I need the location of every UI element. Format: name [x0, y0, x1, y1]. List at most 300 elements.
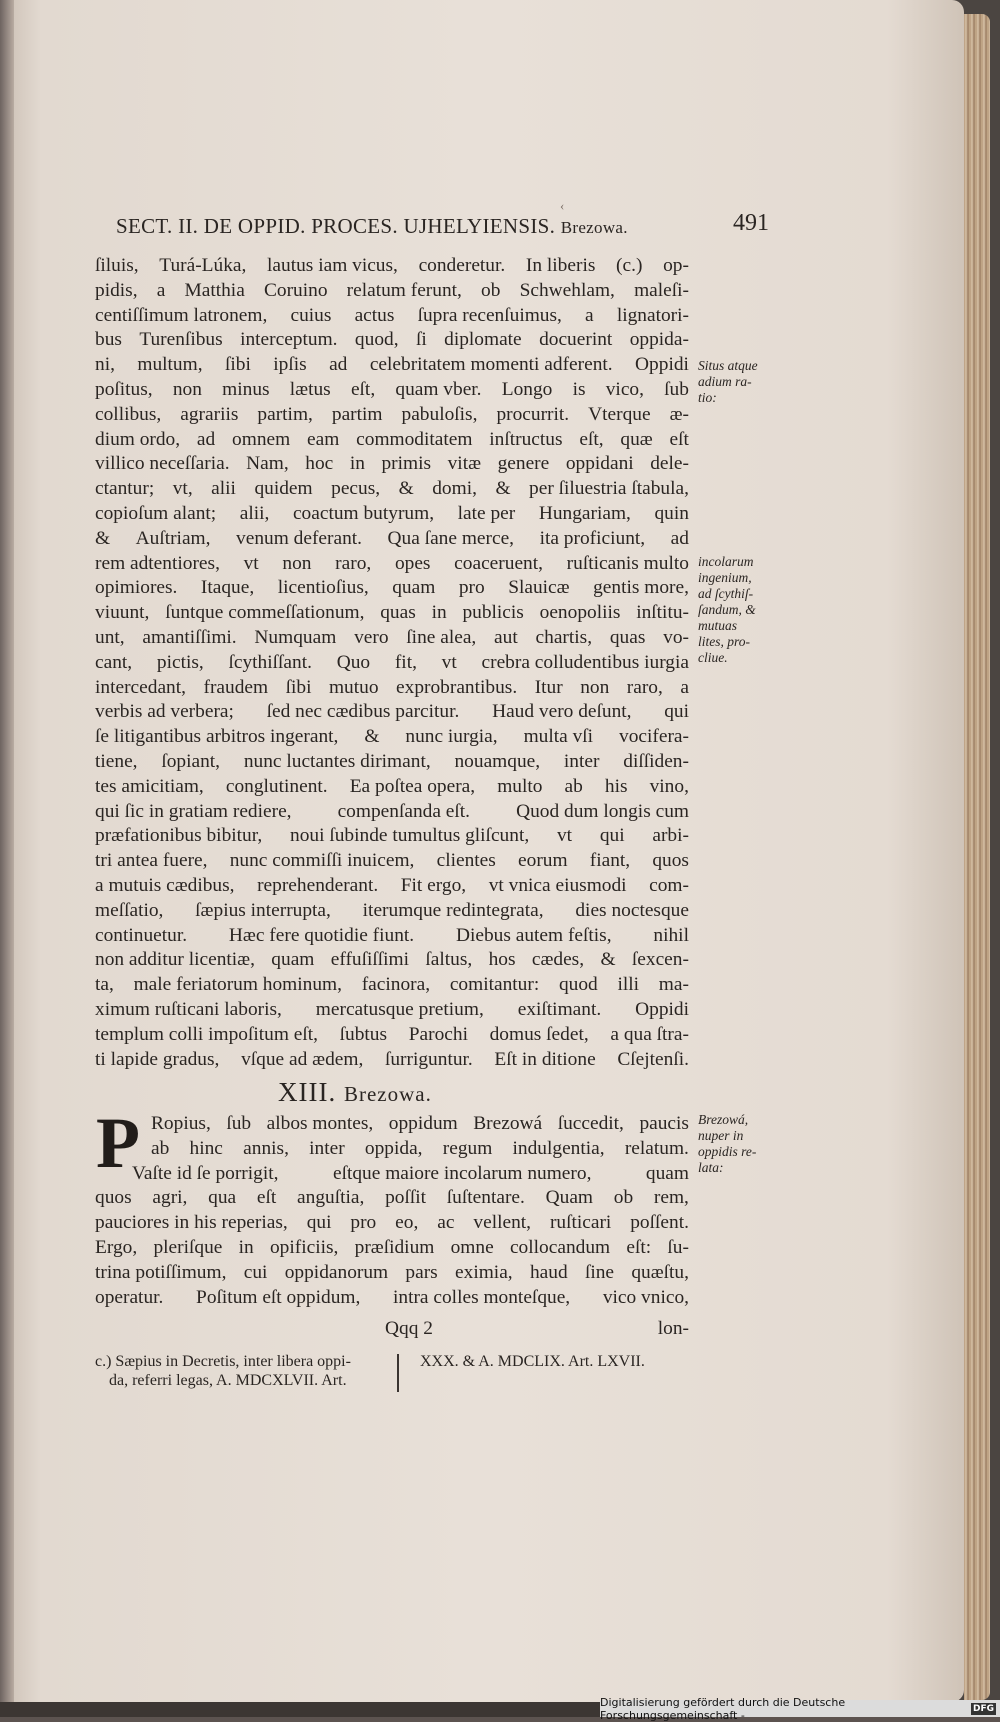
- word: poſitus,: [95, 378, 153, 400]
- word: vico vnico,: [602, 1286, 689, 1308]
- word: Vaſte id ſe porrigit,: [132, 1162, 279, 1184]
- text-line: [95, 378, 689, 403]
- text-line: [95, 304, 689, 329]
- word: quam vber.: [395, 378, 482, 400]
- word: compenſanda eſt.: [337, 800, 471, 822]
- margin-note-line: adium ra-: [698, 374, 752, 389]
- word: Ea poſtea opera,: [349, 775, 476, 797]
- word: maleſi-: [634, 279, 689, 301]
- word: late per: [457, 502, 516, 524]
- word: coaceruent,: [454, 552, 543, 574]
- word: agrariis: [180, 403, 239, 425]
- word: regum: [442, 1137, 493, 1159]
- text-line: [95, 1112, 689, 1137]
- word: in: [431, 602, 447, 624]
- word: (c.): [616, 255, 643, 276]
- scan-bottom-strip: [0, 1702, 600, 1717]
- drop-cap: P: [96, 1103, 140, 1183]
- word: quas: [609, 626, 646, 648]
- text-line: [95, 775, 689, 800]
- word: ob: [481, 279, 501, 301]
- word: Longo: [501, 378, 553, 400]
- word: ſcythiſſant.: [228, 651, 312, 673]
- word: cant,: [95, 651, 133, 673]
- word: intra colles monteſque,: [393, 1286, 571, 1308]
- word: conglutinent.: [225, 775, 328, 797]
- section-title: [278, 1077, 432, 1108]
- word: oppida,: [364, 1137, 423, 1159]
- margin-note-line: tio:: [698, 390, 717, 405]
- text-line: [95, 948, 689, 973]
- word: docuerint: [539, 329, 613, 351]
- word: verbis ad verbera;: [95, 701, 234, 723]
- word: meſſatio,: [95, 899, 164, 921]
- word: lautus iam vicus,: [267, 255, 398, 276]
- word: trina potiſſimum,: [95, 1261, 227, 1283]
- text-line: [95, 1261, 689, 1286]
- word: nunc iurgia,: [405, 726, 498, 748]
- page-gutter: [0, 0, 14, 1702]
- text-line: [95, 527, 689, 552]
- word: his: [604, 775, 628, 797]
- word: ſe litigantibus arbitros ingerant,: [95, 726, 339, 748]
- word: Qua ſane merce,: [387, 527, 515, 549]
- word: dies noctesque: [575, 899, 689, 921]
- word: oenopoliis: [539, 602, 621, 624]
- word: Matthia: [184, 279, 245, 301]
- word: ſurriguntur.: [384, 1048, 473, 1070]
- word: inter: [309, 1137, 345, 1159]
- word: templum colli impoſitum eſt,: [95, 1023, 318, 1045]
- word: Auſtriam,: [135, 527, 211, 549]
- word: licentioſius,: [277, 577, 369, 599]
- word: oppida-: [629, 329, 689, 351]
- word: Oppidi: [635, 354, 689, 376]
- word: quod: [558, 974, 598, 996]
- word: pleriſque: [153, 1236, 223, 1258]
- word: ſexcen-: [631, 949, 689, 971]
- word: domi,: [432, 478, 477, 500]
- word: eorum: [518, 850, 568, 872]
- word: &: [600, 949, 616, 971]
- word: Hungariam,: [538, 502, 631, 524]
- word: Cſejtenſi.: [617, 1048, 689, 1070]
- word: ſuccedit,: [557, 1113, 624, 1134]
- footnote-divider: [397, 1354, 399, 1392]
- word: æ-: [669, 403, 689, 425]
- word: eſt,: [579, 428, 604, 450]
- word: comitantur:: [449, 974, 540, 996]
- word: ab: [151, 1137, 170, 1159]
- word: Slauicæ: [508, 577, 570, 599]
- text-line: [95, 700, 689, 725]
- margin-note-line: oppidis re-: [698, 1144, 757, 1159]
- word: genere: [497, 453, 550, 475]
- word: pidis,: [95, 279, 138, 301]
- word: collibus,: [95, 403, 162, 425]
- word: ita proficiunt,: [539, 527, 646, 549]
- word: crebra colludentibus iurgia: [481, 651, 689, 673]
- footnote-line: da, referri legas, A. MDCXLVII. Art.: [109, 1372, 347, 1389]
- word: iterumque redintegrata,: [362, 899, 544, 921]
- word: omnem: [232, 428, 291, 450]
- word: ſu-: [667, 1236, 689, 1258]
- word: lignatori-: [616, 304, 689, 326]
- word: qui: [664, 701, 689, 723]
- text-line: [95, 924, 689, 949]
- word: nihil: [653, 924, 689, 946]
- text-line: [95, 403, 689, 428]
- word: non additur licentiæ,: [95, 949, 255, 971]
- word: &: [398, 478, 414, 500]
- text-line: [95, 1048, 689, 1073]
- word: Quod dum longis cum: [516, 800, 689, 822]
- word: &: [95, 527, 111, 549]
- word: &: [495, 478, 511, 500]
- word: domus ſedet,: [489, 1023, 589, 1045]
- word: ob: [613, 1187, 634, 1209]
- word: ſine alea,: [406, 626, 477, 648]
- word: nunc commiſſi inuicem,: [229, 850, 415, 872]
- text-line: [95, 1023, 689, 1048]
- word: actus: [354, 304, 395, 326]
- word: celebritatem momenti adferent.: [369, 354, 613, 376]
- text-line: [95, 849, 689, 874]
- word: opificiis,: [269, 1236, 339, 1258]
- word: Coruino: [263, 279, 328, 301]
- word: Poſitum eſt oppidum,: [196, 1286, 361, 1308]
- margin-note-line: nuper in: [698, 1128, 744, 1143]
- word: Nam,: [246, 453, 289, 475]
- word: eximia,: [455, 1261, 513, 1283]
- word: diplomate: [444, 329, 522, 351]
- word: illi: [617, 974, 640, 996]
- text-line: [95, 899, 689, 924]
- word: publicis: [462, 602, 524, 624]
- word: amantiſſimi.: [142, 626, 237, 648]
- word: a: [585, 304, 594, 326]
- word: non: [580, 676, 610, 698]
- text-line: [95, 973, 689, 998]
- word: bus: [95, 329, 122, 351]
- word: gentis more,: [593, 577, 689, 599]
- text-line: [95, 1162, 689, 1187]
- word: ac: [437, 1212, 455, 1234]
- word: exprobrantibus.: [396, 676, 518, 698]
- word: fiant,: [589, 850, 631, 872]
- word: anguſtia,: [297, 1187, 365, 1209]
- word: inſtructus: [489, 428, 563, 450]
- word: eſt,: [350, 378, 376, 400]
- catchword: lon-: [657, 1318, 689, 1339]
- word: Hæc fere quotidie fiunt.: [228, 924, 415, 946]
- word: alii,: [239, 502, 270, 524]
- word: ipſis: [273, 354, 307, 376]
- word: tri antea fuere,: [95, 850, 208, 872]
- word: facinora,: [361, 974, 431, 996]
- page-number: 491: [733, 210, 769, 236]
- word: Ropius,: [151, 1113, 211, 1134]
- footnote-left-column: [95, 1352, 390, 1390]
- word: rem adtentiores,: [95, 552, 220, 574]
- word: ſibi: [224, 354, 251, 376]
- word: ſuſtentare.: [446, 1187, 525, 1209]
- signature-mark: Qqq 2: [385, 1318, 433, 1339]
- word: multum,: [137, 354, 203, 376]
- word: exiſtimant.: [517, 998, 602, 1020]
- word: hinc: [189, 1137, 223, 1159]
- text-line: [95, 279, 689, 304]
- word: Diebus autem feſtis,: [455, 924, 612, 946]
- word: pictis,: [156, 651, 204, 673]
- word: copioſum alant;: [95, 502, 217, 524]
- word: vt,: [172, 478, 193, 500]
- word: relatum.: [624, 1137, 689, 1159]
- margin-note-line: incolarum: [698, 554, 754, 569]
- word: procurrit.: [496, 403, 570, 425]
- word: In liberis: [525, 255, 596, 276]
- word: partim,: [257, 403, 313, 425]
- word: inter: [563, 750, 600, 772]
- word: omne: [450, 1236, 494, 1258]
- word: ab: [564, 775, 583, 797]
- word: villico neceſſaria.: [95, 453, 230, 475]
- text-line: [95, 874, 689, 899]
- word: rem,: [653, 1187, 689, 1209]
- word: vo-: [663, 626, 689, 648]
- text-line: [95, 1137, 689, 1162]
- margin-note-line: ſandum, &: [698, 602, 756, 617]
- word: ti lapide gradus,: [95, 1048, 220, 1070]
- margin-note-brezowa: [698, 1112, 778, 1176]
- word: quod,: [354, 329, 399, 351]
- word: mercatusque pretium,: [315, 998, 484, 1020]
- word: cuius: [290, 304, 332, 326]
- word: Quo: [336, 651, 371, 673]
- word: ſaltus,: [425, 949, 473, 971]
- word: vt: [243, 552, 259, 574]
- word: Vterque: [588, 403, 651, 425]
- word: poſſent.: [630, 1212, 689, 1234]
- text-line: [95, 1186, 689, 1211]
- word: centiſſimum latronem,: [95, 304, 268, 326]
- word: inſtitu-: [636, 602, 689, 624]
- word: ad: [196, 428, 216, 450]
- word: quæ: [620, 428, 653, 450]
- word: alii: [211, 478, 236, 500]
- word: vino,: [649, 775, 689, 797]
- word: multo: [497, 775, 543, 797]
- text-line: [95, 998, 689, 1023]
- word: a: [680, 676, 689, 698]
- word: clientes: [436, 850, 496, 872]
- footnote-line: XXX. & A. MDCLIX. Art. LXVII.: [420, 1353, 645, 1370]
- word: ruſticanis multo: [566, 552, 689, 574]
- margin-note-line: ad ſcythiſ-: [698, 586, 754, 601]
- word: in: [349, 453, 365, 475]
- text-line: [95, 651, 689, 676]
- text-line: [95, 1286, 689, 1311]
- word: ſed nec cædibus parcitur.: [266, 701, 460, 723]
- margin-note-line: Brezowá,: [698, 1112, 749, 1127]
- margin-note-line: lata:: [698, 1160, 724, 1175]
- word: pars: [405, 1261, 438, 1283]
- word: quos: [95, 1187, 132, 1209]
- word: non: [282, 552, 312, 574]
- word: cui: [243, 1261, 268, 1283]
- word: ſiluis,: [95, 255, 139, 276]
- word: fraudem: [203, 676, 269, 698]
- word: tiene,: [95, 750, 138, 772]
- word: com-: [649, 874, 689, 896]
- word: ad: [670, 527, 689, 549]
- word: ſuntque commeſſationum,: [165, 602, 365, 624]
- word: Turá-Lúka,: [159, 255, 247, 276]
- footnote-right-column: [420, 1352, 710, 1371]
- word: in: [238, 1236, 254, 1258]
- word: ma-: [658, 974, 689, 996]
- word: hos: [488, 949, 516, 971]
- word: quam: [392, 577, 436, 599]
- word: Schwehlam,: [519, 279, 615, 301]
- word: interceptum.: [240, 329, 338, 351]
- word: albos montes,: [266, 1113, 374, 1134]
- text-line: [95, 824, 689, 849]
- word: ſibi: [285, 676, 312, 698]
- word: fit,: [394, 651, 417, 673]
- running-head-place: Brezowa.: [560, 218, 628, 237]
- word: hoc: [305, 453, 334, 475]
- word: raro,: [626, 676, 663, 698]
- margin-note-line: Situs atque: [698, 358, 758, 373]
- word: ſub: [226, 1113, 252, 1134]
- word: primis: [381, 453, 432, 475]
- word: cædes,: [531, 949, 585, 971]
- word: oppidani: [565, 453, 634, 475]
- word: præfationibus bibitur,: [95, 825, 263, 847]
- word: chartis,: [535, 626, 593, 648]
- text-line: [95, 800, 689, 825]
- word: ctantur;: [95, 478, 155, 500]
- text-line: [95, 502, 689, 527]
- word: eſt: [256, 1187, 277, 1209]
- word: &: [364, 726, 380, 748]
- word: vico,: [605, 378, 644, 400]
- word: vt vnica eiusmodi: [488, 874, 627, 896]
- word: qui: [306, 1212, 332, 1234]
- word: coactum butyrum,: [292, 502, 435, 524]
- word: nouamque,: [454, 750, 541, 772]
- word: minus: [222, 378, 270, 400]
- word: reprehenderant.: [257, 874, 379, 896]
- text-line: [95, 676, 689, 701]
- word: eo,: [395, 1212, 419, 1234]
- word: Haud vero deſunt,: [492, 701, 632, 723]
- word: opes: [394, 552, 431, 574]
- text-line: [95, 254, 689, 279]
- section-text: [95, 1112, 689, 1310]
- text-line: [95, 477, 689, 502]
- word: agri,: [152, 1187, 188, 1209]
- word: pecus,: [331, 478, 381, 500]
- top-mark: ‹: [560, 198, 565, 213]
- word: quam: [645, 1162, 689, 1184]
- word: quos: [652, 850, 689, 872]
- word: diſſiden-: [623, 750, 689, 772]
- word: præſidium: [354, 1236, 435, 1258]
- text-line: [95, 452, 689, 477]
- word: Itur: [534, 676, 563, 698]
- word: paucis: [639, 1113, 689, 1134]
- page-edges: [964, 14, 990, 1700]
- text-line: [95, 328, 689, 353]
- section-name: Brezowa.: [343, 1082, 432, 1106]
- section-number: XIII.: [278, 1077, 337, 1107]
- word: vt: [441, 651, 457, 673]
- text-line: [95, 1211, 689, 1236]
- word: opimiores.: [95, 577, 178, 599]
- word: a: [156, 279, 166, 301]
- word: quas: [380, 602, 416, 624]
- word: qua: [208, 1187, 237, 1209]
- word: vero: [354, 626, 389, 648]
- word: ximum ruſticani laboris,: [95, 998, 282, 1020]
- text-line: [95, 750, 689, 775]
- word: Itaque,: [200, 577, 255, 599]
- word: vitæ: [447, 453, 482, 475]
- word: pauciores in his reperias,: [95, 1212, 288, 1234]
- word: arbi-: [652, 825, 689, 847]
- credit-text: Digitalisierung gefördert durch die Deutsche Forschungsgemeinschaft -: [600, 1695, 846, 1722]
- word: quin: [654, 502, 689, 524]
- word: vellent,: [473, 1212, 532, 1234]
- text-line: [95, 601, 689, 626]
- word: unt,: [95, 626, 125, 648]
- running-head: [116, 214, 676, 239]
- word: qui: [599, 825, 625, 847]
- word: op-: [663, 255, 689, 276]
- word: Oppidi: [635, 998, 689, 1020]
- word: per ſiluestria ſtabula,: [529, 478, 689, 500]
- word: raro,: [335, 552, 372, 574]
- word: dele-: [650, 453, 689, 475]
- text-line: [95, 725, 689, 750]
- word: nunc luctantes dirimant,: [243, 750, 431, 772]
- word: eam: [307, 428, 340, 450]
- word: pabuloſis,: [401, 403, 478, 425]
- word: pro: [350, 1212, 377, 1234]
- word: Quam: [545, 1187, 594, 1209]
- word: ſi: [415, 329, 427, 351]
- word: commoditatem: [356, 428, 473, 450]
- word: quam: [271, 949, 315, 971]
- word: Numquam: [254, 626, 337, 648]
- word: Fit ergo,: [400, 874, 467, 896]
- word: ſæpius interrupta,: [195, 899, 331, 921]
- word: mutuo: [328, 676, 379, 698]
- word: pro: [458, 577, 485, 599]
- main-text: [95, 254, 689, 1072]
- margin-note-line: mutuas: [698, 618, 738, 633]
- text-line: [95, 353, 689, 378]
- word: ta,: [95, 974, 114, 996]
- word: intercedant,: [95, 676, 186, 698]
- text-line: [95, 428, 689, 453]
- word: tes amicitiam,: [95, 775, 204, 797]
- word: viuunt,: [95, 602, 150, 624]
- word: multa vſi: [523, 726, 594, 748]
- footnote-line: c.) Sæpius in Decretis, inter libera oppi-: [95, 1353, 351, 1370]
